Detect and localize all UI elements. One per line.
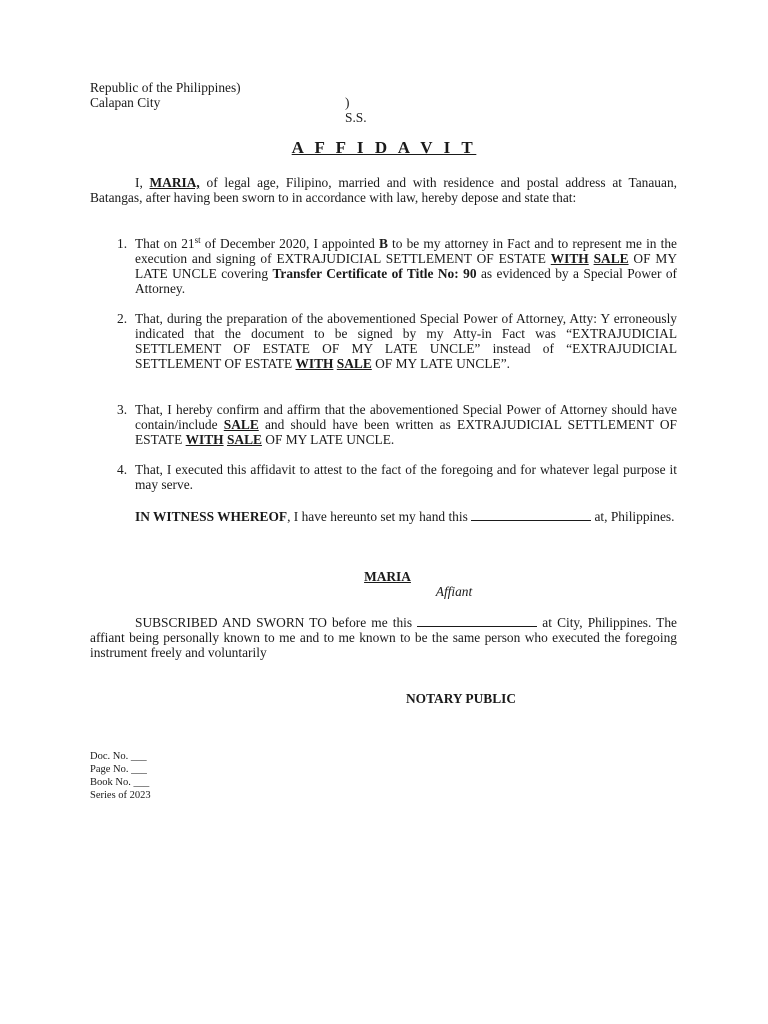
venue-ss: ) S.S.	[345, 95, 367, 125]
item-text: That, during the preparation of the abovementioned Special Power of Attorney, Atty: Y erroneously indicated that the document to be signed by my Atty-in Fact was “EXTRAJUDICIAL SETTLEMENT OF ESTATE OF MY LATE UNCLE” instead of “EXTRAJUDICIAL SETTLEMENT OF ESTATE	[135, 311, 677, 371]
emphasis-with: WITH	[550, 251, 589, 266]
item-text: That, I executed this affidavit to attest to the fact of the foregoing and for whatever legal purpose it may serve.	[135, 462, 677, 492]
witness-text: at, Philippines.	[591, 509, 675, 524]
item-text: of December 2020, I appointed	[200, 236, 379, 251]
item-text: OF MY LATE UNCLE.	[261, 432, 395, 447]
affiant-name-inline: MARIA,	[149, 175, 200, 190]
statement-item-1	[117, 235, 678, 296]
intro-paragraph	[90, 175, 677, 205]
notarial-register	[90, 750, 151, 802]
item-number: 2.	[117, 311, 128, 326]
intro-text-post: of legal age, Filipino, married and with residence and postal address at Tanauan, Batangas, after having been sworn to in accordance with law, hereby depose and state that:	[90, 175, 677, 205]
witness-paragraph	[90, 509, 677, 524]
jurat-paragraph	[90, 615, 677, 660]
date-blank-line	[471, 509, 591, 521]
item-text: as evidenced by a Special Power of Attorney.	[135, 266, 678, 296]
jurat-text: SUBSCRIBED AND SWORN TO before me this	[135, 615, 418, 630]
emphasis-sale: SALE	[223, 417, 259, 432]
doc-number: Doc. No. ___	[90, 751, 147, 762]
item-text: That on 21	[135, 236, 195, 251]
item-number: 3.	[117, 402, 128, 417]
item-number: 4.	[117, 462, 128, 477]
item-text: to be my attorney in Fact and to represent me in the execution and signing of EXTRAJUDICIAL SETTLEMENT OF ESTATE	[135, 236, 677, 266]
item-text: and should have been written as EXTRAJUDICIAL SETTLEMENT OF ESTATE	[135, 417, 677, 447]
attorney-name: B	[378, 236, 388, 251]
witness-text: , I have hereunto set my hand this	[287, 509, 472, 524]
notary-public-label: NOTARY PUBLIC	[406, 691, 517, 706]
item-number: 1.	[117, 236, 128, 251]
jurat-text: at City, Philippines. The affiant being personally known to me and to me known to be the same person who executed the foregoing instrument freely and voluntarily	[90, 615, 677, 660]
book-number: Book No. ___	[90, 777, 150, 788]
intro-text-pre: I,	[135, 175, 150, 190]
statement-item-4	[117, 462, 677, 492]
emphasis-with: WITH	[185, 432, 224, 447]
affiant-signature-name: MARIA	[364, 569, 411, 584]
date-blank-line	[417, 615, 537, 627]
series-year: Series of 2023	[90, 790, 151, 801]
venue-block	[90, 80, 367, 125]
witness-heading: IN WITNESS WHEREOF	[135, 509, 288, 524]
affiant-label: Affiant	[435, 584, 473, 599]
item-text: OF MY LATE UNCLE covering	[135, 251, 677, 281]
emphasis-sale: SALE	[336, 356, 372, 371]
emphasis-sale: SALE	[226, 432, 262, 447]
item-text: OF MY LATE UNCLE”.	[371, 356, 511, 371]
title-certificate: Transfer Certificate of Title No: 90	[272, 266, 477, 281]
venue-city: Calapan City	[90, 95, 161, 110]
emphasis-sale: SALE	[593, 251, 629, 266]
ordinal-suffix: st	[194, 235, 201, 245]
statement-item-3	[117, 402, 677, 447]
statement-item-2	[117, 311, 677, 371]
document-title: A F F I D A V I T	[291, 138, 477, 157]
emphasis-with: WITH	[295, 356, 334, 371]
item-text: That, I hereby confirm and affirm that the abovementioned Special Power of Attorney should have contain/include	[135, 402, 677, 432]
page-number: Page No. ___	[90, 764, 147, 775]
venue-republic: Republic of the Philippines)	[90, 80, 241, 95]
